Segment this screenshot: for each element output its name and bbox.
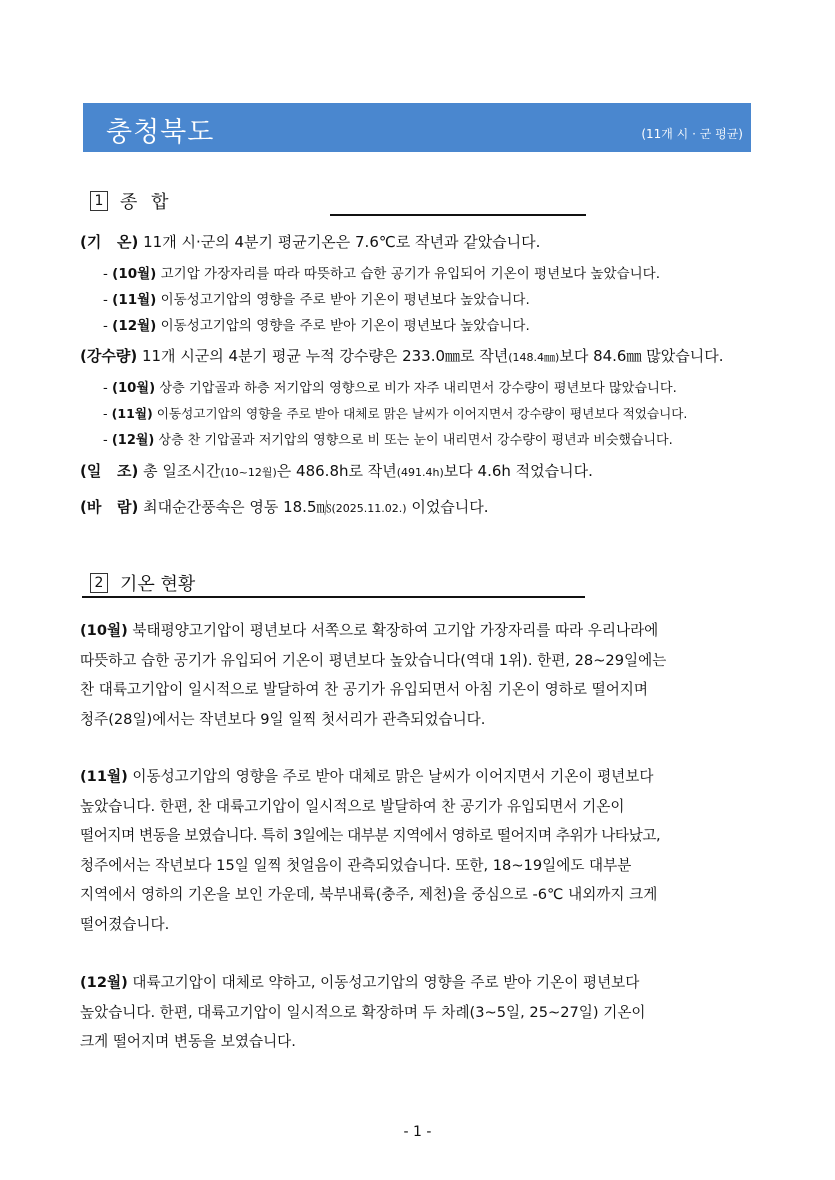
paragraph-line: 청주(28일)에서는 작년보다 9일 일찍 첫서리가 관측되었습니다. [80,710,486,728]
paragraph-line: 북태평양고기압이 평년보다 서쪽으로 확장하여 고기압 가장자리를 따라 우리나라에 [132,622,659,639]
section-2-heading [90,570,195,596]
sunshine-text-b: 은 486.8h로 작년 [276,462,397,480]
region-title: 충청북도 [106,117,215,148]
precipitation-item-oct: - (10월) 상층 기압골과 하층 저기압의 영향으로 비가 자주 내리면서 강수량이 평년보다 많았습니다. [103,381,677,396]
month-label: (12월) [112,318,157,334]
wind-text-a: 최대순간풍속은 영동 18.5㎧ [143,498,332,516]
paragraph-line: 떨어졌습니다. [80,915,170,933]
paragraph-line: 높았습니다. 한편, 대륙고기압이 일시적으로 확장하며 두 차례(3~5일, 25~27일) 기온이 [80,1003,646,1021]
sunshine-last-year: (491.4h) [396,466,444,479]
sunshine-summary [80,460,593,481]
sunshine-text-a: 총 일조시간 [143,462,221,480]
region-subtitle: (11개 시 · 군 평균) [641,127,743,141]
item-text: 이동성고기압의 영향을 주로 받아 기온이 평년보다 높았습니다. [160,318,530,334]
wind-label: (바 람) [80,498,139,516]
wind-text-b: 이었습니다. [406,498,489,516]
temperature-item-nov: - (11월) 이동성고기압의 영향을 주로 받아 기온이 평년보다 높았습니다. [103,292,530,308]
paragraph-october [80,616,756,734]
month-label: (10월) [80,622,128,639]
temperature-text: 11개 시·군의 4분기 평균기온은 7.6℃로 작년과 같았습니다. [143,233,541,251]
paragraph-line: 대륙고기압이 대체로 약하고, 이동성고기압의 영향을 주로 받아 기온이 평년보다 [132,974,640,991]
region-header-bar [83,103,751,152]
section-1-title: 종 합 [120,192,173,213]
precipitation-text-a: 11개 시군의 4분기 평균 누적 강수량은 233.0㎜로 작년 [141,347,509,365]
paragraph-november [80,762,756,939]
sunshine-label: (일 조) [80,462,139,480]
section-1-underline [330,214,586,216]
wind-summary [80,496,489,517]
paragraph-line: 지역에서 영하의 기온을 보인 가운데, 북부내륙(충주, 제천)을 중심으로 -6℃ 내외까지 크게 [80,886,658,903]
paragraph-december [80,968,756,1057]
month-label: (10월) [112,266,157,282]
section-2-underline [82,596,585,598]
section-2-number: 2 [90,573,108,593]
month-label: (12월) [111,433,155,448]
section-1-heading [90,188,173,214]
item-text: 상층 기압골과 하층 저기압의 영향으로 비가 자주 내리면서 강수량이 평년보다 많았습니다. [159,381,677,396]
precipitation-last-year: (148.4㎜) [508,351,560,364]
month-label: (11월) [111,406,153,421]
paragraph-line: 청주에서는 작년보다 15일 일찍 첫얼음이 관측되었습니다. 또한, 18~19일에도 대부분 [80,856,632,874]
section-1-number: 1 [90,191,108,211]
paragraph-line: 따뜻하고 습한 공기가 유입되어 기온이 평년보다 높았습니다(역대 1위). 한편, 28~29일에는 [80,651,667,669]
month-label: (11월) [112,292,157,308]
precipitation-text-b: 보다 84.6㎜ 많았습니다. [559,347,724,365]
sunshine-text-c: 보다 4.6h 적었습니다. [443,462,593,480]
page-number: - 1 - [403,1124,432,1140]
item-text: 고기압 가장자리를 따라 따뜻하고 습한 공기가 유입되어 기온이 평년보다 높았습니다. [160,266,660,282]
precipitation-label: (강수량) [80,347,138,365]
precipitation-item-nov: - (11월) 이동성고기압의 영향을 주로 받아 대체로 맑은 날씨가 이어지면서 강수량이 평년보다 적었습니다. [103,406,688,421]
temperature-label: (기 온) [80,233,139,251]
precipitation-summary [80,345,723,366]
item-text: 이동성고기압의 영향을 주로 받아 대체로 맑은 날씨가 이어지면서 강수량이 평년보다 적었습니다. [156,406,688,421]
temperature-item-dec: - (12월) 이동성고기압의 영향을 주로 받아 기온이 평년보다 높았습니다. [103,318,530,334]
paragraph-line: 떨어지며 변동을 보였습니다. 특히 3일에는 대부분 지역에서 영하로 떨어지며 추위가 나타났고, [80,827,661,844]
temperature-item-oct: - (10월) 고기압 가장자리를 따라 따뜻하고 습한 공기가 유입되어 기온이 평년보다 높았습니다. [103,266,660,282]
paragraph-line: 높았습니다. 한편, 찬 대륙고기압이 일시적으로 발달하여 찬 공기가 유입되면서 기온이 [80,797,625,815]
paragraph-line: 크게 떨어지며 변동을 보였습니다. [80,1033,296,1050]
precipitation-item-dec: - (12월) 상층 찬 기압골과 저기압의 영향으로 비 또는 눈이 내리면서 강수량이 평년과 비슷했습니다. [103,433,673,448]
temperature-summary [80,231,540,252]
wind-date: (2025.11.02.) [331,502,407,515]
paragraph-line: 이동성고기압의 영향을 주로 받아 대체로 맑은 날씨가 이어지면서 기온이 평년보다 [132,768,654,785]
month-label: (10월) [111,381,156,396]
paragraph-line: 찬 대륙고기압이 일시적으로 발달하여 찬 공기가 유입되면서 아침 기온이 영하로 떨어지며 [80,681,649,698]
month-label: (11월) [80,768,128,785]
item-text: 이동성고기압의 영향을 주로 받아 기온이 평년보다 높았습니다. [160,292,530,308]
month-label: (12월) [80,974,128,991]
item-text: 상층 찬 기압골과 저기압의 영향으로 비 또는 눈이 내리면서 강수량이 평년과 비슷했습니다. [158,433,673,448]
sunshine-period: (10~12월) [220,466,277,479]
section-2-title: 기온 현황 [120,574,196,595]
